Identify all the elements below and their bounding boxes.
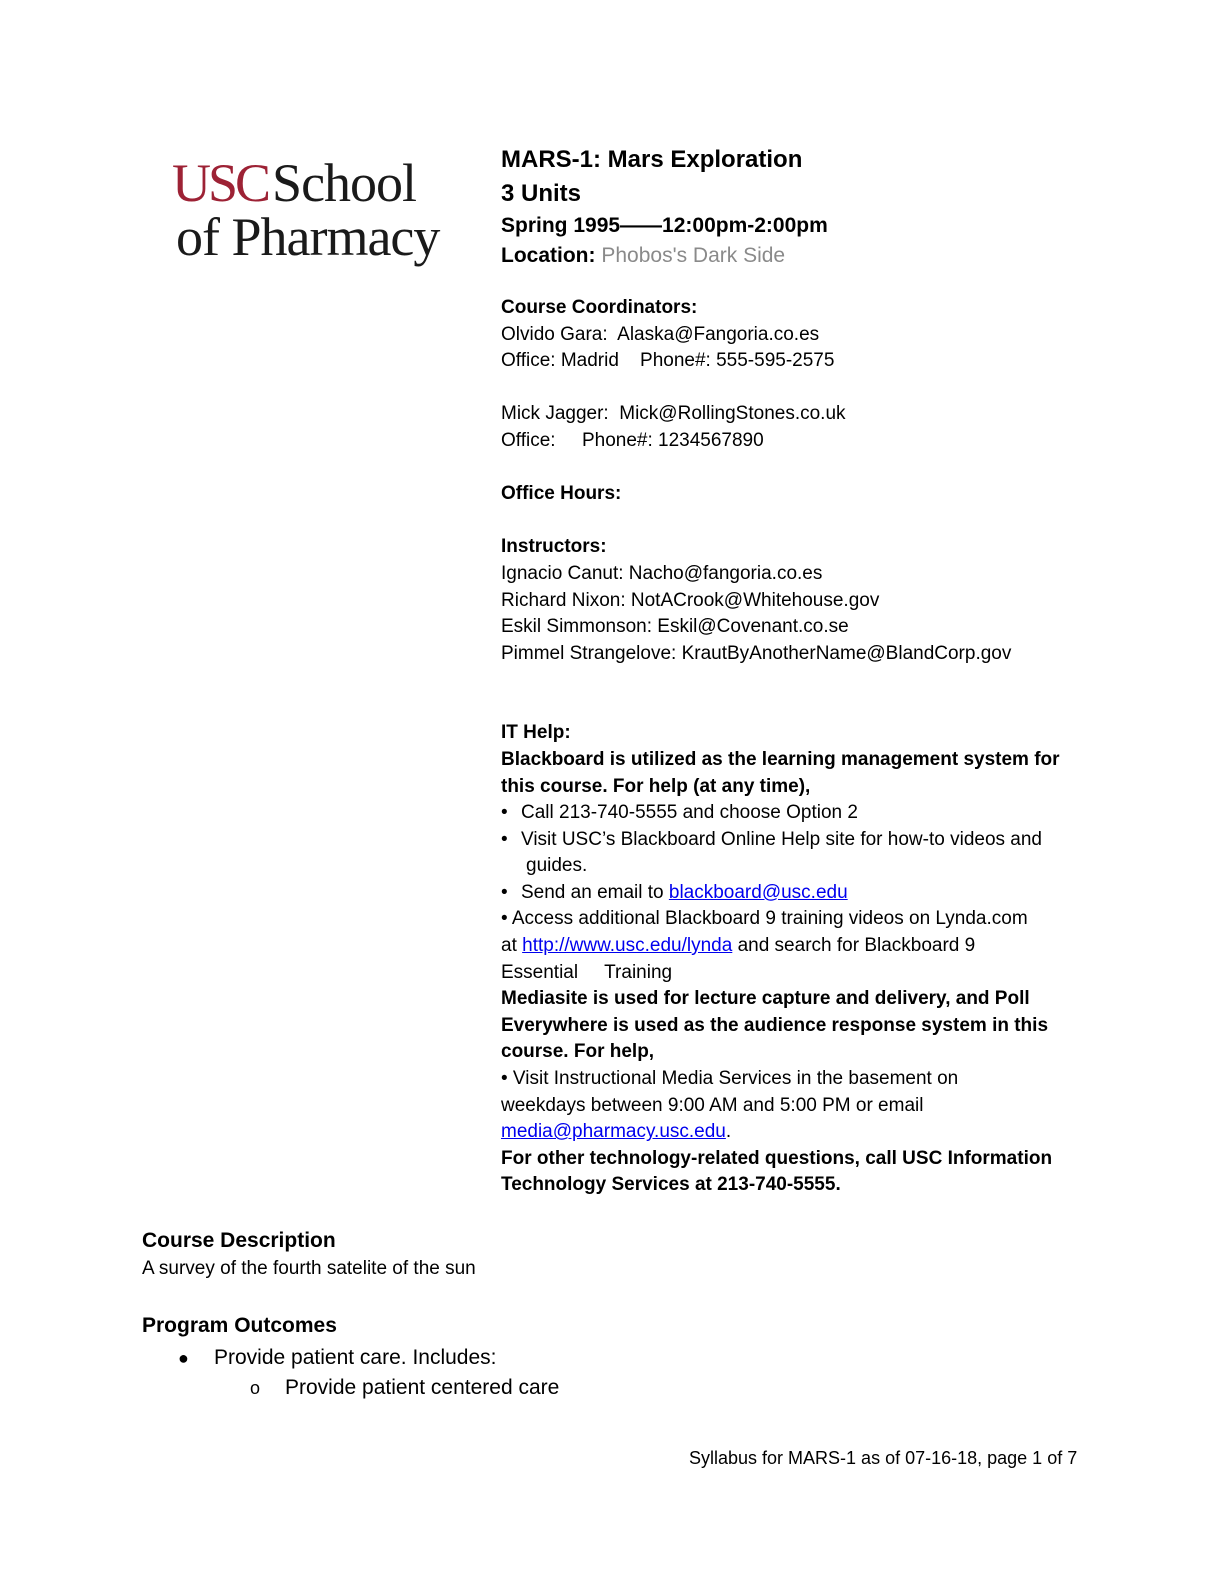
blackboard-intro-2: this course. For help (at any time), [501,775,811,797]
course-info-column [501,143,1091,1199]
course-location [501,241,1091,271]
coordinator-2-contact: Mick Jagger: Mick@RollingStones.co.uk [501,403,846,425]
visit-text-2: guides. [526,855,588,877]
mediasite-line-3: course. For help, [501,1041,655,1063]
call-text: Call 213-740-5555 and choose Option 2 [521,802,858,824]
it-help-bullet-call [501,800,1091,827]
visit-text-1: Visit USC’s Blackboard Online Help site for how-to videos and [521,828,1042,850]
it-help-bullet-visit [501,827,1091,854]
lynda-prefix: at [501,935,523,957]
course-title: MARS-1: Mars Exploration [501,146,803,173]
ims-suffix: . [725,1121,732,1143]
instructor-item: Eskil Simmonson: Eskil@Covenant.co.se [501,616,849,638]
coordinator-1-office: Office: Madrid Phone#: 555-595-2575 [501,350,835,372]
ims-line-3 [501,1119,1091,1146]
lynda-link[interactable]: http://www.usc.edu/lynda [522,935,733,957]
circle-bullet-icon: o [250,1378,261,1398]
course-units: 3 Units [501,180,582,207]
logo-school: School [272,153,417,213]
other-tech-line-2: Technology Services at 213-740-5555. [501,1174,841,1196]
location-label: Location: [501,244,596,267]
logo-line-1 [172,152,416,214]
coordinator-1-contact: Olvido Gara: Alaska@Fangoria.co.es [501,323,820,345]
outcome-list-item [178,1346,497,1370]
logo-usc: USC [172,153,269,213]
mediasite-line-1: Mediasite is used for lecture capture and delivery, and Poll [501,988,1030,1010]
logo-line-2: of Pharmacy [176,207,440,267]
bullet-icon: • [501,828,508,850]
instructor-item: Ignacio Canut: Nacho@fangoria.co.es [501,562,823,584]
outcome-sub-list-item [250,1376,559,1400]
lynda-suffix: and search for Blackboard 9 [732,935,976,957]
office-hours-heading: Office Hours: [501,483,622,505]
outcome-text: Provide patient care. Includes: [214,1346,497,1369]
coordinators-heading: Course Coordinators: [501,297,698,318]
page-footer: Syllabus for MARS-1 as of 07-16-18, page 1 of 7 [689,1448,1078,1468]
lynda-line-3: Essential Training [501,961,673,983]
course-term-time: Spring 1995——12:00pm-2:00pm [501,214,828,237]
lynda-line-1: • Access additional Blackboard 9 training videos on Lynda.com [501,908,1028,930]
email-prefix: Send an email to [521,881,669,903]
lynda-line-2 [501,933,1091,960]
ims-line-1: • Visit Instructional Media Services in the basement on [501,1068,959,1090]
blackboard-intro-1: Blackboard is utilized as the learning management system for [501,748,1060,770]
outcome-sub-text: Provide patient centered care [285,1376,560,1399]
usc-pharmacy-logo [172,152,452,277]
program-outcomes-heading: Program Outcomes [142,1314,337,1337]
bullet-icon: ● [178,1348,189,1368]
course-description-heading: Course Description [142,1229,336,1252]
ims-line-2: weekdays between 9:00 AM and 5:00 PM or email [501,1094,924,1116]
mediasite-line-2: Everywhere is used as the audience response system in this [501,1014,1049,1036]
course-description-text: A survey of the fourth satelite of the sun [142,1258,476,1279]
bullet-icon: • [501,881,508,903]
blackboard-email-link[interactable]: blackboard@usc.edu [668,881,848,903]
location-value: Phobos's Dark Side [601,244,786,267]
instructors-heading: Instructors: [501,536,607,558]
coordinator-2-office: Office: Phone#: 1234567890 [501,429,764,451]
other-tech-line-1: For other technology-related questions, call USC Information [501,1147,1053,1169]
it-help-bullet-email [501,880,1091,907]
it-help-heading: IT Help: [501,722,571,744]
instructor-item: Pimmel Strangelove: KrautByAnotherName@BlandCorp.gov [501,642,1012,664]
media-email-link[interactable]: media@pharmacy.usc.edu [501,1121,726,1143]
bullet-icon: • [501,802,508,824]
instructor-item: Richard Nixon: NotACrook@Whitehouse.gov [501,589,880,611]
